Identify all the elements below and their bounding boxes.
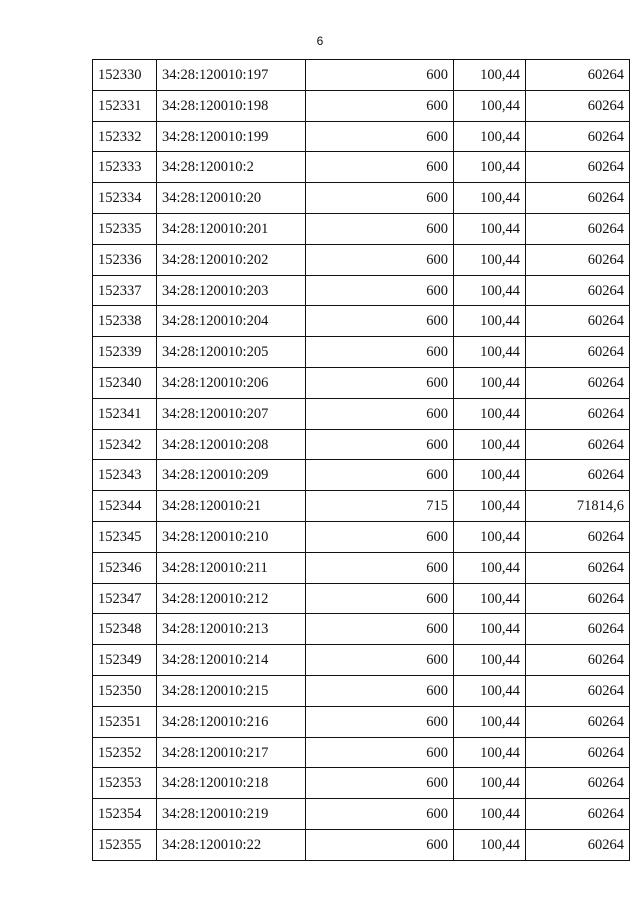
cadastral-number-cell: 34:28:120010:211 <box>157 552 306 583</box>
cadastral-number-cell: 34:28:120010:209 <box>157 460 306 491</box>
row-number-cell: 152352 <box>93 737 157 768</box>
cadastral-number-cell: 34:28:120010:217 <box>157 737 306 768</box>
cadastral-number-cell: 34:28:120010:2 <box>157 152 306 183</box>
total-cell: 60264 <box>526 183 630 214</box>
row-number-cell: 152353 <box>93 768 157 799</box>
rate-cell: 100,44 <box>454 90 526 121</box>
row-number-cell: 152346 <box>93 552 157 583</box>
rate-cell: 100,44 <box>454 398 526 429</box>
row-number-cell: 152333 <box>93 152 157 183</box>
total-cell: 60264 <box>526 614 630 645</box>
rate-cell: 100,44 <box>454 799 526 830</box>
total-cell: 60264 <box>526 429 630 460</box>
total-cell: 60264 <box>526 121 630 152</box>
rate-cell: 100,44 <box>454 614 526 645</box>
total-cell: 60264 <box>526 460 630 491</box>
row-number-cell: 152334 <box>93 183 157 214</box>
total-cell: 60264 <box>526 306 630 337</box>
rate-cell: 100,44 <box>454 706 526 737</box>
row-number-cell: 152331 <box>93 90 157 121</box>
table-row <box>93 213 630 244</box>
total-cell: 60264 <box>526 552 630 583</box>
cadastral-number-cell: 34:28:120010:214 <box>157 645 306 676</box>
table-row <box>93 152 630 183</box>
total-cell: 60264 <box>526 367 630 398</box>
rate-cell: 100,44 <box>454 675 526 706</box>
row-number-cell: 152345 <box>93 521 157 552</box>
area-cell: 600 <box>306 429 454 460</box>
rate-cell: 100,44 <box>454 645 526 676</box>
cadastral-number-cell: 34:28:120010:218 <box>157 768 306 799</box>
table-row <box>93 275 630 306</box>
row-number-cell: 152332 <box>93 121 157 152</box>
table-row <box>93 645 630 676</box>
area-cell: 600 <box>306 152 454 183</box>
rate-cell: 100,44 <box>454 737 526 768</box>
row-number-cell: 152349 <box>93 645 157 676</box>
rate-cell: 100,44 <box>454 306 526 337</box>
cadastral-number-cell: 34:28:120010:216 <box>157 706 306 737</box>
rate-cell: 100,44 <box>454 552 526 583</box>
table-row <box>93 829 630 860</box>
row-number-cell: 152340 <box>93 367 157 398</box>
total-cell: 60264 <box>526 706 630 737</box>
rate-cell: 100,44 <box>454 429 526 460</box>
table-row <box>93 244 630 275</box>
area-cell: 600 <box>306 244 454 275</box>
table-row <box>93 306 630 337</box>
total-cell: 60264 <box>526 152 630 183</box>
total-cell: 60264 <box>526 645 630 676</box>
rate-cell: 100,44 <box>454 491 526 522</box>
rate-cell: 100,44 <box>454 60 526 91</box>
row-number-cell: 152341 <box>93 398 157 429</box>
cadastral-number-cell: 34:28:120010:199 <box>157 121 306 152</box>
area-cell: 600 <box>306 583 454 614</box>
row-number-cell: 152330 <box>93 60 157 91</box>
cadastral-number-cell: 34:28:120010:21 <box>157 491 306 522</box>
cadastral-number-cell: 34:28:120010:213 <box>157 614 306 645</box>
area-cell: 600 <box>306 552 454 583</box>
area-cell: 600 <box>306 398 454 429</box>
row-number-cell: 152339 <box>93 337 157 368</box>
total-cell: 60264 <box>526 829 630 860</box>
table-row <box>93 398 630 429</box>
table-row <box>93 460 630 491</box>
area-cell: 600 <box>306 521 454 552</box>
area-cell: 600 <box>306 799 454 830</box>
table-row <box>93 429 630 460</box>
table-row <box>93 60 630 91</box>
row-number-cell: 152336 <box>93 244 157 275</box>
table-row <box>93 90 630 121</box>
area-cell: 600 <box>306 706 454 737</box>
cadastral-number-cell: 34:28:120010:210 <box>157 521 306 552</box>
row-number-cell: 152348 <box>93 614 157 645</box>
row-number-cell: 152335 <box>93 213 157 244</box>
total-cell: 60264 <box>526 799 630 830</box>
area-cell: 600 <box>306 614 454 645</box>
rate-cell: 100,44 <box>454 367 526 398</box>
cadastral-number-cell: 34:28:120010:20 <box>157 183 306 214</box>
table-row <box>93 706 630 737</box>
total-cell: 60264 <box>526 213 630 244</box>
total-cell: 60264 <box>526 60 630 91</box>
cadastral-number-cell: 34:28:120010:22 <box>157 829 306 860</box>
cadastral-number-cell: 34:28:120010:198 <box>157 90 306 121</box>
total-cell: 60264 <box>526 244 630 275</box>
cadastral-number-cell: 34:28:120010:203 <box>157 275 306 306</box>
total-cell: 60264 <box>526 737 630 768</box>
rate-cell: 100,44 <box>454 121 526 152</box>
total-cell: 60264 <box>526 90 630 121</box>
total-cell: 60264 <box>526 275 630 306</box>
area-cell: 600 <box>306 337 454 368</box>
table-row <box>93 183 630 214</box>
cadastral-number-cell: 34:28:120010:201 <box>157 213 306 244</box>
row-number-cell: 152342 <box>93 429 157 460</box>
area-cell: 600 <box>306 768 454 799</box>
area-cell: 600 <box>306 675 454 706</box>
area-cell: 715 <box>306 491 454 522</box>
cadastral-number-cell: 34:28:120010:202 <box>157 244 306 275</box>
row-number-cell: 152343 <box>93 460 157 491</box>
rate-cell: 100,44 <box>454 337 526 368</box>
area-cell: 600 <box>306 275 454 306</box>
rate-cell: 100,44 <box>454 152 526 183</box>
total-cell: 60264 <box>526 337 630 368</box>
total-cell: 71814,6 <box>526 491 630 522</box>
row-number-cell: 152355 <box>93 829 157 860</box>
total-cell: 60264 <box>526 398 630 429</box>
table-row <box>93 367 630 398</box>
area-cell: 600 <box>306 367 454 398</box>
area-cell: 600 <box>306 90 454 121</box>
area-cell: 600 <box>306 60 454 91</box>
table-row <box>93 737 630 768</box>
cadastral-number-cell: 34:28:120010:205 <box>157 337 306 368</box>
land-plot-table <box>92 59 630 861</box>
cadastral-number-cell: 34:28:120010:197 <box>157 60 306 91</box>
table-row <box>93 799 630 830</box>
table-row <box>93 614 630 645</box>
total-cell: 60264 <box>526 583 630 614</box>
cadastral-number-cell: 34:28:120010:206 <box>157 367 306 398</box>
area-cell: 600 <box>306 737 454 768</box>
area-cell: 600 <box>306 213 454 244</box>
total-cell: 60264 <box>526 675 630 706</box>
area-cell: 600 <box>306 121 454 152</box>
area-cell: 600 <box>306 645 454 676</box>
total-cell: 60264 <box>526 521 630 552</box>
area-cell: 600 <box>306 460 454 491</box>
rate-cell: 100,44 <box>454 521 526 552</box>
cadastral-number-cell: 34:28:120010:219 <box>157 799 306 830</box>
rate-cell: 100,44 <box>454 768 526 799</box>
table-row <box>93 491 630 522</box>
rate-cell: 100,44 <box>454 829 526 860</box>
rate-cell: 100,44 <box>454 275 526 306</box>
rate-cell: 100,44 <box>454 183 526 214</box>
row-number-cell: 152351 <box>93 706 157 737</box>
table-row <box>93 583 630 614</box>
cadastral-number-cell: 34:28:120010:204 <box>157 306 306 337</box>
rate-cell: 100,44 <box>454 583 526 614</box>
table-body <box>93 60 630 861</box>
row-number-cell: 152344 <box>93 491 157 522</box>
row-number-cell: 152338 <box>93 306 157 337</box>
total-cell: 60264 <box>526 768 630 799</box>
table-row <box>93 768 630 799</box>
rate-cell: 100,44 <box>454 213 526 244</box>
area-cell: 600 <box>306 183 454 214</box>
row-number-cell: 152354 <box>93 799 157 830</box>
rate-cell: 100,44 <box>454 244 526 275</box>
cadastral-number-cell: 34:28:120010:215 <box>157 675 306 706</box>
row-number-cell: 152350 <box>93 675 157 706</box>
cadastral-number-cell: 34:28:120010:207 <box>157 398 306 429</box>
table-row <box>93 675 630 706</box>
table-row <box>93 121 630 152</box>
row-number-cell: 152347 <box>93 583 157 614</box>
page-number: 6 <box>316 34 324 48</box>
area-cell: 600 <box>306 829 454 860</box>
cadastral-number-cell: 34:28:120010:212 <box>157 583 306 614</box>
rate-cell: 100,44 <box>454 460 526 491</box>
table-row <box>93 552 630 583</box>
row-number-cell: 152337 <box>93 275 157 306</box>
area-cell: 600 <box>306 306 454 337</box>
table-row <box>93 521 630 552</box>
table-row <box>93 337 630 368</box>
cadastral-number-cell: 34:28:120010:208 <box>157 429 306 460</box>
